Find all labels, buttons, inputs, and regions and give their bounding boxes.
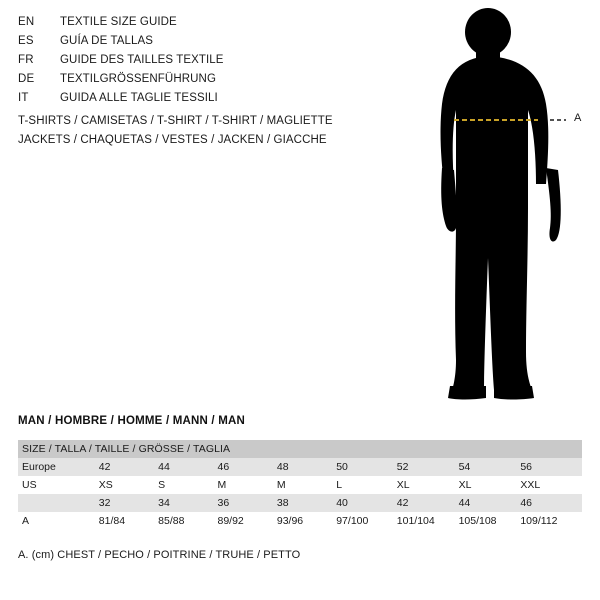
cell-value: 56 [520,458,582,476]
cell-value: 40 [336,494,397,512]
cell-value: 36 [218,494,277,512]
cell-value: 44 [158,458,217,476]
size-table-head [18,440,582,458]
cell-value: 46 [520,494,582,512]
table-title-man: MAN / HOMBRE / HOMME / MANN / MAN [18,415,246,427]
garment-category-list [18,112,438,150]
table-row [18,476,582,494]
male-figure-illustration [410,8,600,408]
measure-label-a: A [574,112,582,124]
language-text: GUIDA ALLE TAGLIE TESSILI [60,92,218,104]
cell-value: L [336,476,397,494]
size-table [18,440,582,530]
row-label: US [18,476,99,494]
header-size-label: SIZE / TALLA / TAILLE / GRÖSSE / TAGLIA [18,440,582,458]
cell-value: 32 [99,494,158,512]
footnote-chest-measure: A. (cm) CHEST / PECHO / POITRINE / TRUHE / PETTO [18,549,301,561]
language-text: GUIDE DES TAILLES TEXTILE [60,54,224,66]
cell-value: 34 [158,494,217,512]
cell-value: 42 [99,458,158,476]
table-row [18,494,582,512]
category-jackets: JACKETS / CHAQUETAS / VESTES / JACKEN / GIACCHE [18,134,327,146]
cell-value: 50 [336,458,397,476]
table-row [18,458,582,476]
language-code: FR [18,54,34,66]
cell-value: XL [397,476,459,494]
cell-value: XS [99,476,158,494]
language-row [18,35,418,54]
table-row [18,512,582,530]
row-label [18,494,99,512]
cell-value: S [158,476,217,494]
language-guide-list [18,16,418,111]
cell-value: 42 [397,494,459,512]
language-code: EN [18,16,35,28]
cell-value: 48 [277,458,336,476]
language-text: TEXTILE SIZE GUIDE [60,16,177,28]
cell-value: 101/104 [397,512,459,530]
male-silhouette-icon [410,8,600,408]
table-header-row [18,440,582,458]
cell-value: 38 [277,494,336,512]
cell-value: XXL [520,476,582,494]
cell-value: 52 [397,458,459,476]
cell-value: 81/84 [99,512,158,530]
language-code: ES [18,35,34,47]
language-code: IT [18,92,29,104]
language-row [18,54,418,73]
cell-value: 46 [218,458,277,476]
cell-value: M [277,476,336,494]
language-text: GUÍA DE TALLAS [60,35,154,47]
category-tshirts: T-SHIRTS / CAMISETAS / T-SHIRT / T-SHIRT / MAGLIETTE [18,115,333,127]
cell-value: 97/100 [336,512,397,530]
cell-value: 54 [459,458,521,476]
language-code: DE [18,73,35,85]
cell-value: 89/92 [218,512,277,530]
row-label: Europe [18,458,99,476]
cell-value: 93/96 [277,512,336,530]
cell-value: 85/88 [158,512,217,530]
language-row [18,16,418,35]
language-row [18,73,418,92]
cell-value: 109/112 [520,512,582,530]
size-table-body [18,458,582,530]
row-label: A [18,512,99,530]
language-row [18,92,418,111]
language-text: TEXTILGRÖSSENFÜHRUNG [60,73,216,85]
cell-value: 105/108 [459,512,521,530]
cell-value: XL [459,476,521,494]
cell-value: 44 [459,494,521,512]
cell-value: M [218,476,277,494]
